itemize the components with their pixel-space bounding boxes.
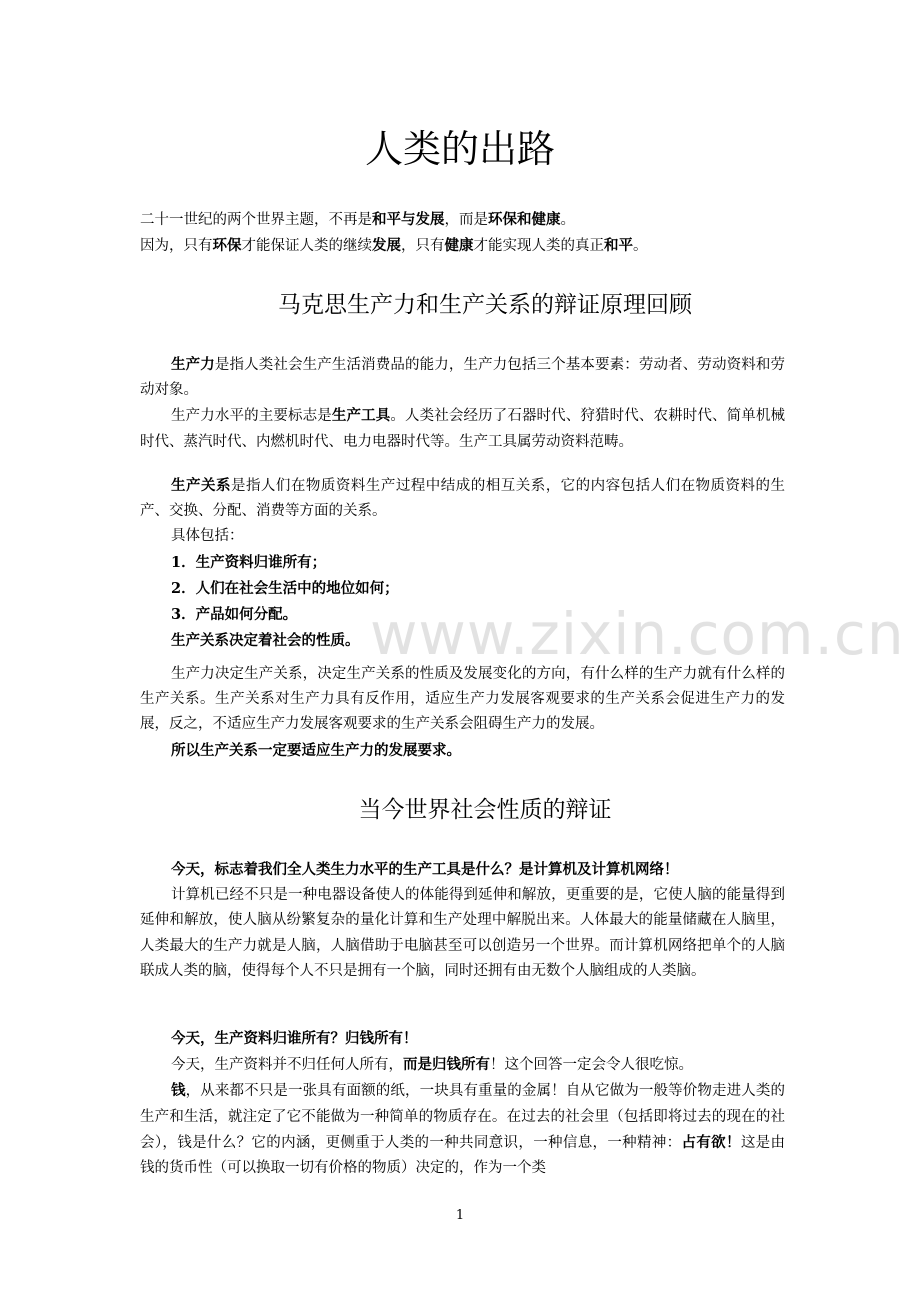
question: 今天，生产资料归谁所有？归钱所有！ (171, 1030, 418, 1047)
paragraph: 具体包括： (171, 528, 244, 545)
paragraph: 生产力决定生产关系，决定生产关系的性质及发展变化的方向，有什么样的生产力就有什么样的生产关系。生产关系对生产力具有反作用，适应生产力发展客观要求的生产关系会促进生产力的发展，反之，不适应生产力发展客观要求的生产关系会阻碍生产力的发展。 (140, 666, 785, 733)
conclusion: 生产关系决定着社会的性质。 (171, 632, 360, 650)
section-heading-2: 当今世界社会性质的辩证 (358, 797, 612, 823)
paragraph: 今天，生产资料并不归任何人所有，而是归钱所有！这个回答一定会令人很吃惊。 (171, 1056, 693, 1074)
paragraph: 计算机已经不只是一种电器设备使人的体能得到延伸和解放，更重要的是，它使人脑的能量得到延伸和解放，使人脑从纷繁复杂的量化计算和生产处理中解脱出来。人体最大的能量储藏在人脑里，人类最大的生产力就是人脑，人脑借助于电脑甚至可以创造另一个世界。而计算机网络把单个的人脑联成人类的脑，使得每个人不只是拥有一个脑，同时还拥有由无数个人脑组成的人类脑。 (140, 887, 785, 979)
paragraph: 所以生产关系一定要适应生产力的发展要求。 (171, 741, 461, 759)
page-number: 1 (455, 1208, 465, 1223)
question: 今天，标志着我们全人类生力水平的生产工具是什么？是计算机及计算机网络！ (171, 861, 679, 878)
list-item: 1．生产资料归谁所有； (171, 553, 327, 571)
intro (140, 207, 785, 259)
section-heading-1: 马克思生产力和生产关系的辩证原理回顾 (278, 292, 692, 318)
section-2-body-b (140, 1026, 785, 1181)
section-1-body-a (140, 352, 785, 455)
section-2-body-a (140, 857, 785, 984)
document-title: 人类的出路 (364, 127, 555, 171)
section-1-body-c (140, 662, 785, 764)
list-item: 3．产品如何分配。 (171, 606, 298, 624)
watermark: www.zixin.com.cn (370, 600, 905, 668)
section-1-body-b (140, 473, 785, 654)
paragraph: 生产关系是指人们在物质资料生产过程中结成的相互关系，它的内容包括人们在物质资料的生产、交换、分配、消费等方面的关系。 (140, 477, 785, 520)
intro-line-1: 二十一世纪的两个世界主题，不再是和平与发展，而是环保和健康。 (140, 211, 575, 228)
paragraph: 钱，从来都不只是一张具有面额的纸，一块具有重量的金属！自从它做为一般等价物走进人类的生产和生活，就注定了它不能做为一种简单的物质存在。在过去的社会里（包括即将过去的现在的社会），钱是什么？它的内涵，更侧重于人类的一种共同意识，一种信息，一种精神：占有欲！这是由钱的货币性（可以换取一切有价格的物质）决定的，作为一个类 (140, 1082, 786, 1177)
paragraph: 生产力水平的主要标志是生产工具。人类社会经历了石器时代、狩猎时代、农耕时代、简单机械时代、蒸汽时代、内燃机时代、电力电器时代等。生产工具属劳动资料范畴。 (140, 407, 786, 450)
list-item: 2．人们在社会生活中的地位如何； (171, 579, 399, 597)
paragraph: 生产力是指人类社会生产生活消费品的能力，生产力包括三个基本要素：劳动者、劳动资料和劳动对象。 (140, 356, 786, 399)
intro-line-2: 因为，只有环保才能保证人类的继续发展，只有健康才能实现人类的真正和平。 (140, 237, 648, 255)
